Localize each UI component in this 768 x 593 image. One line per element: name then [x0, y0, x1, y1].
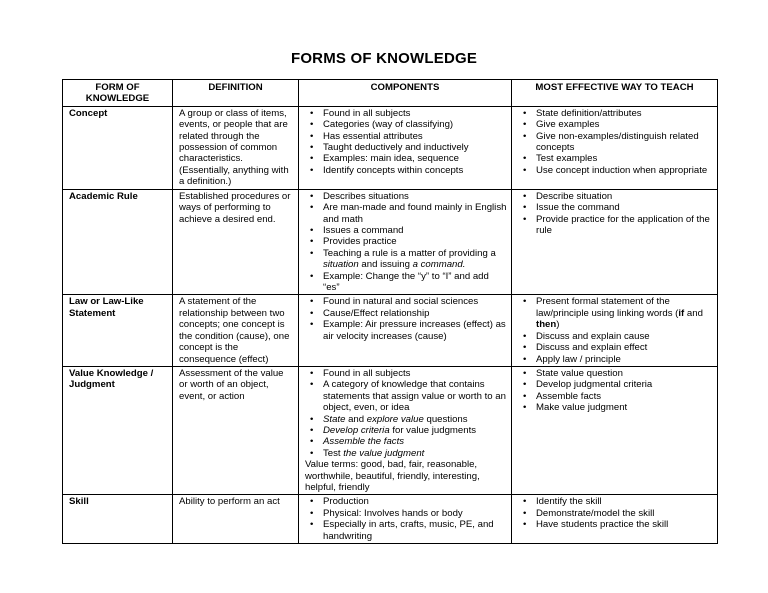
definition-cell: Assessment of the value or worth of an object, event, or action: [173, 366, 299, 494]
list-item: • State definition/attributes: [536, 108, 713, 119]
list-item: • Give examples: [536, 119, 713, 130]
list-item: • Taught deductively and inductively: [323, 142, 507, 153]
form-cell: Law or Law-Like Statement: [63, 295, 173, 366]
form-cell: Academic Rule: [63, 189, 173, 295]
list-item: • Issues a command: [323, 225, 507, 236]
list-item: • Discuss and explain effect: [536, 342, 713, 353]
teach-cell: [512, 495, 718, 544]
list-item: • Make value judgment: [536, 402, 713, 413]
definition-cell: Established procedures or ways of performing to achieve a desired end.: [173, 189, 299, 295]
list-item: • Found in natural and social sciences: [323, 296, 507, 307]
form-cell: Skill: [63, 495, 173, 544]
knowledge-table: [62, 79, 718, 544]
list-item: • Example: Air pressure increases (effect) as air velocity increases (cause): [323, 319, 507, 342]
list-item: • Assemble facts: [536, 391, 713, 402]
table-row: [63, 366, 718, 494]
header-definition: DEFINITION: [173, 80, 299, 107]
definition-cell: A statement of the relationship between two concepts; one concept is the condition (cause), one concept is the consequence (effect): [173, 295, 299, 366]
list-item: • Test examples: [536, 153, 713, 164]
page-title: FORMS OF KNOWLEDGE: [290, 50, 478, 67]
definition-cell: A group or class of items, events, or people that are related through the possession of common characteristics. (Essentially, anything with a definition.): [173, 106, 299, 189]
list-item: • Identify the skill: [536, 496, 713, 507]
list-item: • Teaching a rule is a matter of providing a situation and issuing a command.: [323, 248, 507, 271]
list-item: • State and explore value questions: [323, 414, 507, 425]
form-cell: Concept: [63, 106, 173, 189]
teach-cell: [512, 366, 718, 494]
list-item: • Use concept induction when appropriate: [536, 165, 713, 176]
list-item: • Especially in arts, crafts, music, PE, and handwriting: [323, 519, 507, 542]
list-item: • Present formal statement of the law/principle using linking words (if and then): [536, 296, 713, 330]
list-item: • Production: [323, 496, 507, 507]
list-item: • Are man-made and found mainly in English and math: [323, 202, 507, 225]
form-cell: Value Knowledge / Judgment: [63, 366, 173, 494]
list-item: • Categories (way of classifying): [323, 119, 507, 130]
list-item: • State value question: [536, 368, 713, 379]
list-item: • Have students practice the skill: [536, 519, 713, 530]
table-header-row: [63, 80, 718, 107]
table-row: [63, 189, 718, 295]
components-cell: [299, 495, 512, 544]
header-components: COMPONENTS: [299, 80, 512, 107]
table-row: [63, 295, 718, 366]
list-item: • Identify concepts within concepts: [323, 165, 507, 176]
list-item: • Example: Change the “y” to “I” and add “es”: [323, 271, 507, 294]
list-item: • Physical: Involves hands or body: [323, 508, 507, 519]
list-item: • Develop judgmental criteria: [536, 379, 713, 390]
list-item: • Examples: main idea, sequence: [323, 153, 507, 164]
components-cell: [299, 189, 512, 295]
value-terms: Value terms: good, bad, fair, reasonable, worthwhile, beautiful, friendly, interesting, helpful, friendly: [305, 459, 480, 493]
teach-cell: [512, 189, 718, 295]
teach-cell: [512, 106, 718, 189]
list-item: • Discuss and explain cause: [536, 331, 713, 342]
list-item: • Cause/Effect relationship: [323, 308, 507, 319]
list-item: • Provides practice: [323, 236, 507, 247]
list-item: • Describe situation: [536, 191, 713, 202]
table-row: [63, 495, 718, 544]
list-item: • Apply law / principle: [536, 354, 713, 365]
header-form: FORM OF KNOWLEDGE: [63, 80, 173, 107]
list-item: • Test the value judgment: [323, 448, 507, 459]
list-item: • Issue the command: [536, 202, 713, 213]
components-cell: [299, 366, 512, 494]
list-item: • Provide practice for the application of the rule: [536, 214, 713, 237]
list-item: • Develop criteria for value judgments: [323, 425, 507, 436]
list-item: • Has essential attributes: [323, 131, 507, 142]
list-item: • Describes situations: [323, 191, 507, 202]
components-cell: [299, 106, 512, 189]
list-item: • Demonstrate/model the skill: [536, 508, 713, 519]
list-item: • Found in all subjects: [323, 108, 507, 119]
list-item: • Found in all subjects: [323, 368, 507, 379]
teach-cell: [512, 295, 718, 366]
list-item: • Give non-examples/distinguish related concepts: [536, 131, 713, 154]
components-cell: [299, 295, 512, 366]
list-item: • A category of knowledge that contains statements that assign value or worth to an object, even, or idea: [323, 379, 507, 413]
table-row: [63, 106, 718, 189]
definition-cell: Ability to perform an act: [173, 495, 299, 544]
header-teach: MOST EFFECTIVE WAY TO TEACH: [512, 80, 718, 107]
list-item: • Assemble the facts: [323, 436, 507, 447]
